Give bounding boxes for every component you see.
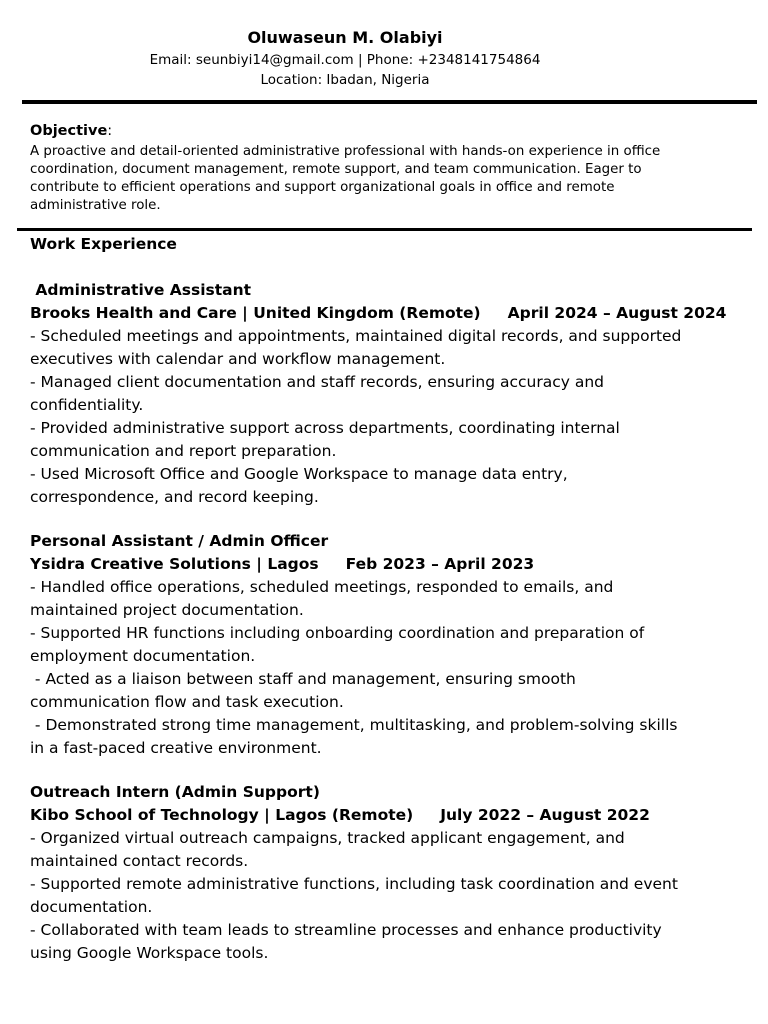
job-duty-line: documentation. [30,898,153,916]
objective-line: A proactive and detail-oriented administrative professional with hands-on experience in office [30,144,661,159]
job-org-line [30,553,750,576]
job-organization: Brooks Health and Care | United Kingdom (Remote) [30,304,481,322]
objective-line: coordination, document management, remote support, and team communication. Eager to [30,162,642,177]
job-entry [30,530,750,760]
job-title: Administrative Assistant [30,281,252,299]
objective-heading-colon: : [107,123,113,139]
objective-heading: Objective [30,123,108,139]
job-duty-line: employment documentation. [30,647,256,665]
job-dates: July 2022 – August 2022 [440,806,650,824]
job-duty-line: - Handled office operations, scheduled meetings, responded to emails, and [30,578,614,596]
job-duty-line: communication flow and task execution. [30,693,344,711]
objective-line: contribute to efficient operations and support organizational goals in office and remote [30,180,615,195]
job-duty-line: - Organized virtual outreach campaigns, tracked applicant engagement, and [30,829,625,847]
job-dates: Feb 2023 – April 2023 [345,555,535,573]
job-duty-line: correspondence, and record keeping. [30,488,319,506]
job-organization: Ysidra Creative Solutions | Lagos [30,555,319,573]
job-duty-line: using Google Workspace tools. [30,944,269,962]
job-org-line [30,302,750,325]
work-experience-heading: Work Experience [30,235,177,253]
objective-line: administrative role. [30,198,161,213]
job-duty-line: - Demonstrated strong time management, multitasking, and problem-solving skills [30,716,678,734]
job-entry [30,781,750,965]
job-duty-line: - Supported remote administrative functions, including task coordination and event [30,875,678,893]
job-title: Personal Assistant / Admin Officer [30,532,329,550]
job-duty-line: maintained project documentation. [30,601,304,619]
job-duty-line: - Acted as a liaison between staff and management, ensuring smooth [30,670,576,688]
job-duty-line: - Used Microsoft Office and Google Workspace to manage data entry, [30,465,568,483]
job-dates: April 2024 – August 2024 [507,304,727,322]
job-duty-line: - Supported HR functions including onboarding coordination and preparation of [30,624,645,642]
objective-text [30,143,730,215]
candidate-name: Oluwaseun M. Olabiyi [247,28,443,47]
job-duty-line: - Managed client documentation and staff records, ensuring accuracy and [30,373,605,391]
job-title: Outreach Intern (Admin Support) [30,783,320,801]
job-duty-line: confidentiality. [30,396,144,414]
job-duty-line: - Scheduled meetings and appointments, maintained digital records, and supported [30,327,682,345]
job-entry [30,279,750,509]
job-duty-line: communication and report preparation. [30,442,337,460]
objective-heading-line [30,122,112,141]
contact-info: Email: seunbiyi14@gmail.com | Phone: +2348141754864 [149,52,541,68]
job-org-line [30,804,750,827]
job-duty-line: executives with calendar and workflow management. [30,350,446,368]
job-duty-line: in a fast-paced creative environment. [30,739,322,757]
header-divider [22,100,757,104]
location-info: Location: Ibadan, Nigeria [260,72,430,88]
job-duty-line: maintained contact records. [30,852,249,870]
job-organization: Kibo School of Technology | Lagos (Remote) [30,806,414,824]
section-divider [17,228,752,231]
job-duty-line: - Provided administrative support across departments, coordinating internal [30,419,620,437]
job-duty-line: - Collaborated with team leads to streamline processes and enhance productivity [30,921,662,939]
